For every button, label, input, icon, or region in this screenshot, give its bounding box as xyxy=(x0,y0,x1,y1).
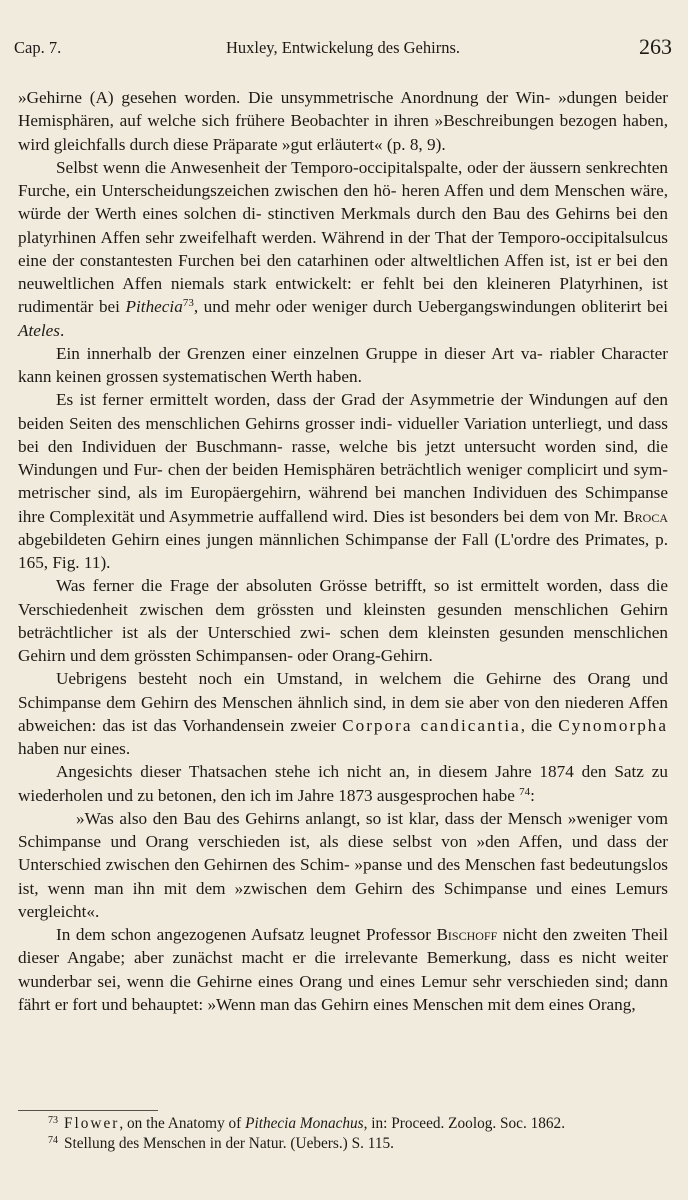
paragraph-2-text-b: , und mehr oder weniger durch Uebergangswindungen obliterirt bei xyxy=(193,297,668,317)
paragraph-6-text-b: , die xyxy=(520,715,553,735)
paragraph-7 xyxy=(18,760,668,807)
footnote-73 xyxy=(18,1114,668,1134)
paragraph-4-text-b: abgebildeten Gehirn eines jungen männlichen Schimpanse der Fall (L'ordre des Primates, p. 165, Fig. 11). xyxy=(18,529,668,572)
paragraph-5: Was ferner die Frage der absoluten Grösse betrifft, so ist ermittelt worden, dass die Verschiedenheit zwischen dem grössten und kleinsten gesunden menschlichen Gehirn beträchtlicher ist als der Unterschied zwi- schen dem kleinsten gesunden menschlichen Gehirn und dem grössten Schimpansen- oder Orang-Gehirn. xyxy=(18,576,668,665)
term-ateles: Ateles xyxy=(18,320,60,340)
paragraph-7-text-a: Angesichts dieser Thatsachen stehe ich nicht an, in diesem Jahre 1874 den Satz zu wiederholen und zu betonen, den ich im Jahre 1873 ausgesprochen habe xyxy=(18,762,668,805)
footnote-73-author: Flower xyxy=(64,1115,120,1132)
paragraph-2-text-c: . xyxy=(60,320,65,340)
paragraph-6-text-c: haben nur eines. xyxy=(18,739,131,758)
term-pithecia: Pithecia xyxy=(125,297,183,317)
footnote-73-text-b: , in: Proceed. Zoolog. Soc. 1862. xyxy=(363,1115,566,1132)
page-number: 263 xyxy=(639,34,672,59)
term-cynomorpha: Cynomorpha xyxy=(558,715,669,735)
footnote-73-text-a: , on the Anatomy of xyxy=(119,1115,242,1132)
footnote-74 xyxy=(18,1134,668,1154)
paragraph-2-text-a: Selbst wenn die Anwesenheit der Temporo-occipitalspalte, oder der äussern senkrechten Furche, ein Unterscheidungszeichen zwischen den hö- heren Affen und dem Menschen wäre, würde der Werth eines solchen di- stinctiven Merkmals durch den Bau des Gehirns bei den platyrhinen Affen sehr zweifelhaft werden. Während in der That der Temporo-occipitalsulcus eine der constantesten Furchen bei den catarhinen oder altweltlichen Affen ist, ist er bei den neuweltlichen Affen niemals stark entwickelt: er fehlt bei den kleineren Platyrhinen, ist rudimentär bei xyxy=(18,157,668,317)
paragraph-7-text-b: : xyxy=(530,785,535,805)
footnotes xyxy=(18,1114,668,1153)
running-header xyxy=(14,34,672,62)
footnote-74-text: Stellung des Menschen in der Natur. (Uebers.) S. 115. xyxy=(64,1134,394,1152)
block-quote: »Was also den Bau des Gehirns anlangt, so ist klar, dass der Mensch »weniger vom Schimpanse und Orang verschieden ist, als diese selbst von »den Affen, und dass der Unterschied zwischen den Gehirnen des Schim- »panse und des Menschen fast bedeutungslos ist, wenn man ihn mit dem »zwischen dem Gehirn des Schimpanse und eines Lemurs vergleicht«. xyxy=(18,808,668,921)
main-text xyxy=(18,86,668,1016)
footnote-ref-74: 74 xyxy=(519,785,531,798)
paragraph-2 xyxy=(18,156,668,342)
paragraph-9-text-a: In dem schon angezogenen Aufsatz leugnet Professor xyxy=(56,925,431,944)
paragraph-9 xyxy=(18,923,668,1016)
paragraph-1: »Gehirne (A) gesehen worden. Die unsymmetrische Anordnung der Win- »dungen beider Hemisphären, auf welche sich frühere Beobachter in ihren »Beschreibungen bezogen haben, wird gleichfalls durch diese Präparate »gut erläutert« (p. 8, 9). xyxy=(18,88,668,154)
footnote-74-mark: 74 xyxy=(48,1134,58,1146)
footnote-divider xyxy=(18,1110,158,1111)
footnote-73-title: Pithecia Monachus xyxy=(245,1115,364,1132)
paragraph-9-text-b: nicht den zweiten Theil dieser Angabe; aber zunächst macht er die irrelevante Bemerkung, dass es nicht weiter wunderbar sei, wenn die Gehirne eines Orang und eines Lemur sehr verschieden sind; dann fährt er fort und behauptet: »Wenn man das Gehirn eines Menschen mit dem eines Orang, xyxy=(18,925,668,1014)
paragraph-4-text-a: Es ist ferner ermittelt worden, dass der Grad der Asymmetrie der Windungen auf den beiden Seiten des menschlichen Gehirns grosser indi- vidueller Variation unterliegt, und dass bei den Individuen der Buschmann- rasse, welche bis jetzt untersucht worden sind, die Windungen und Fur- chen der beiden Hemisphären beträchtlich weniger complicirt und sym- metrischer sind, als im Europäergehirn, während bei manchen Individuen des Schimpanse ihre Complexität und Asymmetrie auffallend wird. Dies ist besonders bei dem von Mr. xyxy=(18,390,668,526)
paragraph-3: Ein innerhalb der Grenzen einer einzelnen Gruppe in dieser Art va- riabler Character kann keinen grossen systematischen Werth haben. xyxy=(18,343,668,386)
paragraph-4 xyxy=(18,388,668,574)
name-broca: Broca xyxy=(623,506,668,526)
term-corpora-candicantia: Corpora candicantia xyxy=(342,715,521,735)
paragraph-6-text-a: Uebrigens besteht noch ein Umstand, in welchem die Gehirne des Orang und Schimpanse dem Gehirn des Menschen ähnlich sind, in dem sie aber von den niederen Affen abweichen: das ist das Vorhandensein zweier xyxy=(18,669,668,735)
running-title: Huxley, Entwickelung des Gehirns. xyxy=(225,38,460,57)
footnote-73-mark: 73 xyxy=(48,1115,58,1126)
chapter-label: Cap. 7. xyxy=(14,38,62,57)
paragraph-6 xyxy=(18,667,668,760)
footnote-ref-73: 73 xyxy=(182,297,194,310)
name-bischoff: Bischoff xyxy=(436,925,498,944)
